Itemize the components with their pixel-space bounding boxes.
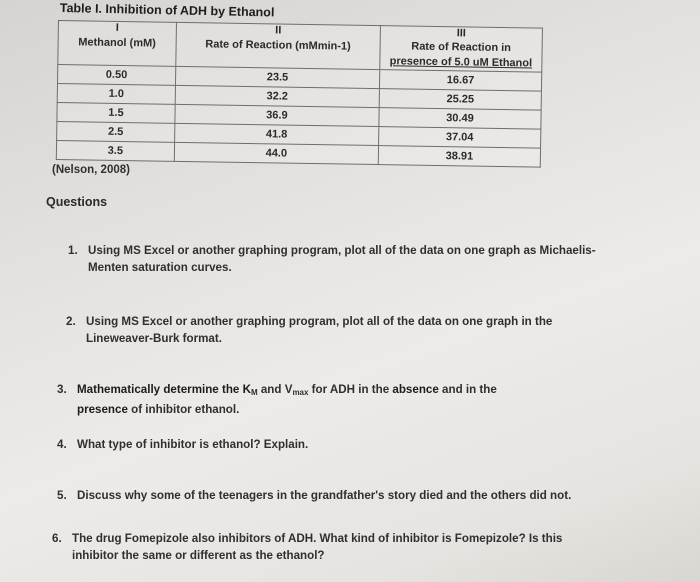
column-roman-3: III bbox=[456, 27, 467, 40]
emphasis-absence: absence bbox=[392, 383, 439, 396]
question-1 bbox=[68, 242, 596, 276]
column-header-methanol bbox=[58, 21, 177, 67]
column-label-rate-inhibited-line2: presence of 5.0 uM Ethanol bbox=[389, 55, 533, 70]
question-text: of inhibitor ethanol. bbox=[127, 403, 240, 416]
question-text: Discuss why some of the teenagers in the grandfather's story died and the others did not. bbox=[77, 489, 572, 502]
question-6 bbox=[52, 530, 562, 564]
question-text: The drug Fomepizole also inhibitors of ADH. What kind of inhibitor is Fomepizole? Is this bbox=[72, 532, 563, 545]
column-label-rate-inhibited-line1: Rate of Reaction in bbox=[411, 40, 512, 55]
column-label-rate: Rate of Reaction (mMmin-1) bbox=[205, 38, 351, 53]
emphasis-presence: presence bbox=[77, 403, 128, 416]
column-label-methanol: Methanol (mM) bbox=[78, 36, 156, 50]
question-text: and V bbox=[257, 383, 293, 396]
cell-rate: 41.8 bbox=[174, 123, 378, 145]
question-5 bbox=[57, 487, 571, 504]
table-header-row bbox=[58, 21, 543, 73]
question-number: 5. bbox=[57, 489, 67, 502]
questions-heading: Questions bbox=[46, 195, 108, 209]
question-text-cont: Lineweaver-Burk format. bbox=[86, 332, 222, 345]
question-number: 4. bbox=[57, 438, 67, 451]
question-3 bbox=[57, 381, 497, 418]
question-text: Using MS Excel or another graphing program, plot all of the data on one graph as Michaelis- bbox=[88, 244, 596, 257]
cell-rate: 36.9 bbox=[175, 104, 379, 126]
question-number: 2. bbox=[66, 315, 76, 328]
question-number: 1. bbox=[68, 244, 78, 257]
data-table bbox=[56, 20, 543, 168]
column-roman-1: I bbox=[115, 21, 119, 34]
cell-rate-inhibited: 37.04 bbox=[379, 127, 541, 149]
question-text: and in the bbox=[438, 383, 497, 396]
cell-methanol: 1.0 bbox=[57, 84, 175, 105]
cell-rate-inhibited: 30.49 bbox=[379, 108, 541, 130]
cell-rate-inhibited: 38.91 bbox=[378, 146, 540, 168]
cell-methanol: 2.5 bbox=[57, 121, 175, 142]
question-text: Mathematically determine the K bbox=[77, 383, 251, 396]
citation: (Nelson, 2008) bbox=[52, 164, 130, 176]
question-text-cont: Menten saturation curves. bbox=[88, 261, 232, 274]
vmax-subscript: max bbox=[292, 388, 309, 397]
question-text: Using MS Excel or another graphing program, plot all of the data on one graph in the bbox=[86, 315, 553, 328]
cell-methanol: 0.50 bbox=[58, 65, 176, 86]
question-4 bbox=[57, 436, 308, 453]
question-number: 6. bbox=[52, 532, 62, 545]
cell-rate: 44.0 bbox=[174, 142, 378, 164]
question-2 bbox=[66, 313, 552, 347]
cell-rate: 23.5 bbox=[175, 66, 379, 88]
table-title: Table I. Inhibition of ADH by Ethanol bbox=[59, 1, 275, 20]
question-text: What type of inhibitor is ethanol? Explain. bbox=[77, 438, 309, 451]
column-roman-2: II bbox=[275, 24, 282, 37]
column-header-rate-inhibited bbox=[380, 26, 543, 73]
cell-rate-inhibited: 25.25 bbox=[379, 89, 541, 111]
cell-methanol: 1.5 bbox=[57, 102, 175, 123]
cell-rate: 32.2 bbox=[175, 85, 379, 107]
km-subscript: M bbox=[250, 388, 258, 397]
column-header-rate bbox=[176, 22, 381, 69]
cell-rate-inhibited: 16.67 bbox=[379, 70, 541, 92]
cell-methanol: 3.5 bbox=[56, 140, 174, 161]
question-number: 3. bbox=[57, 383, 67, 396]
question-text: for ADH in the bbox=[308, 383, 393, 396]
question-text-cont: inhibitor the same or different as the ethanol? bbox=[72, 549, 325, 562]
